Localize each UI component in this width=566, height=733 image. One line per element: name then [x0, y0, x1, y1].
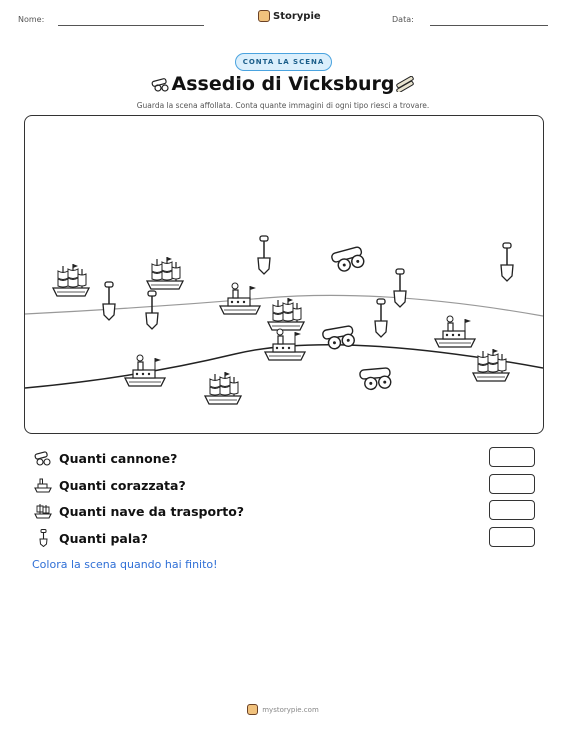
storypie-logo-icon	[247, 704, 258, 715]
question-row-transport-ship	[34, 501, 244, 521]
footer	[0, 704, 566, 715]
brand-name: Storypie	[273, 10, 321, 22]
brand-logo	[258, 10, 321, 22]
footer-url[interactable]: mystorypie.com	[262, 705, 319, 714]
counting-scene[interactable]	[24, 115, 544, 434]
answer-box-shovel[interactable]	[489, 527, 535, 547]
shovel-icon	[34, 529, 52, 547]
cannon-icon	[34, 449, 52, 467]
name-line[interactable]	[58, 25, 204, 26]
ironclad-icon	[34, 476, 52, 494]
question-row-shovel	[34, 528, 148, 548]
answer-box-cannon[interactable]	[489, 447, 535, 467]
instructions: Guarda la scena affollata. Conta quante immagini di ogni tipo riesci a trovare.	[136, 101, 430, 110]
answer-box-ironclad[interactable]	[489, 474, 535, 494]
question-text: Quanti pala?	[59, 530, 148, 546]
coloring-note: Colora la scena quando hai finito!	[32, 558, 218, 571]
section-badge: CONTA LA SCENA	[235, 53, 332, 71]
question-text: Quanti cannone?	[59, 450, 178, 466]
question-text: Quanti nave da trasporto?	[59, 503, 245, 519]
name-label: Nome:	[18, 15, 45, 24]
scene-drawing	[25, 116, 543, 433]
question-row-ironclad	[34, 475, 186, 495]
question-row-cannon	[34, 448, 177, 468]
page-title: Assedio di Vicksburg	[171, 73, 395, 95]
transport-ship-icon	[34, 502, 52, 520]
question-text: Quanti corazzata?	[59, 477, 186, 493]
logs-icon	[394, 76, 416, 92]
date-line[interactable]	[430, 25, 548, 26]
date-label: Data:	[392, 15, 414, 24]
storypie-logo-icon	[258, 10, 270, 22]
answer-box-transport-ship[interactable]	[489, 500, 535, 520]
